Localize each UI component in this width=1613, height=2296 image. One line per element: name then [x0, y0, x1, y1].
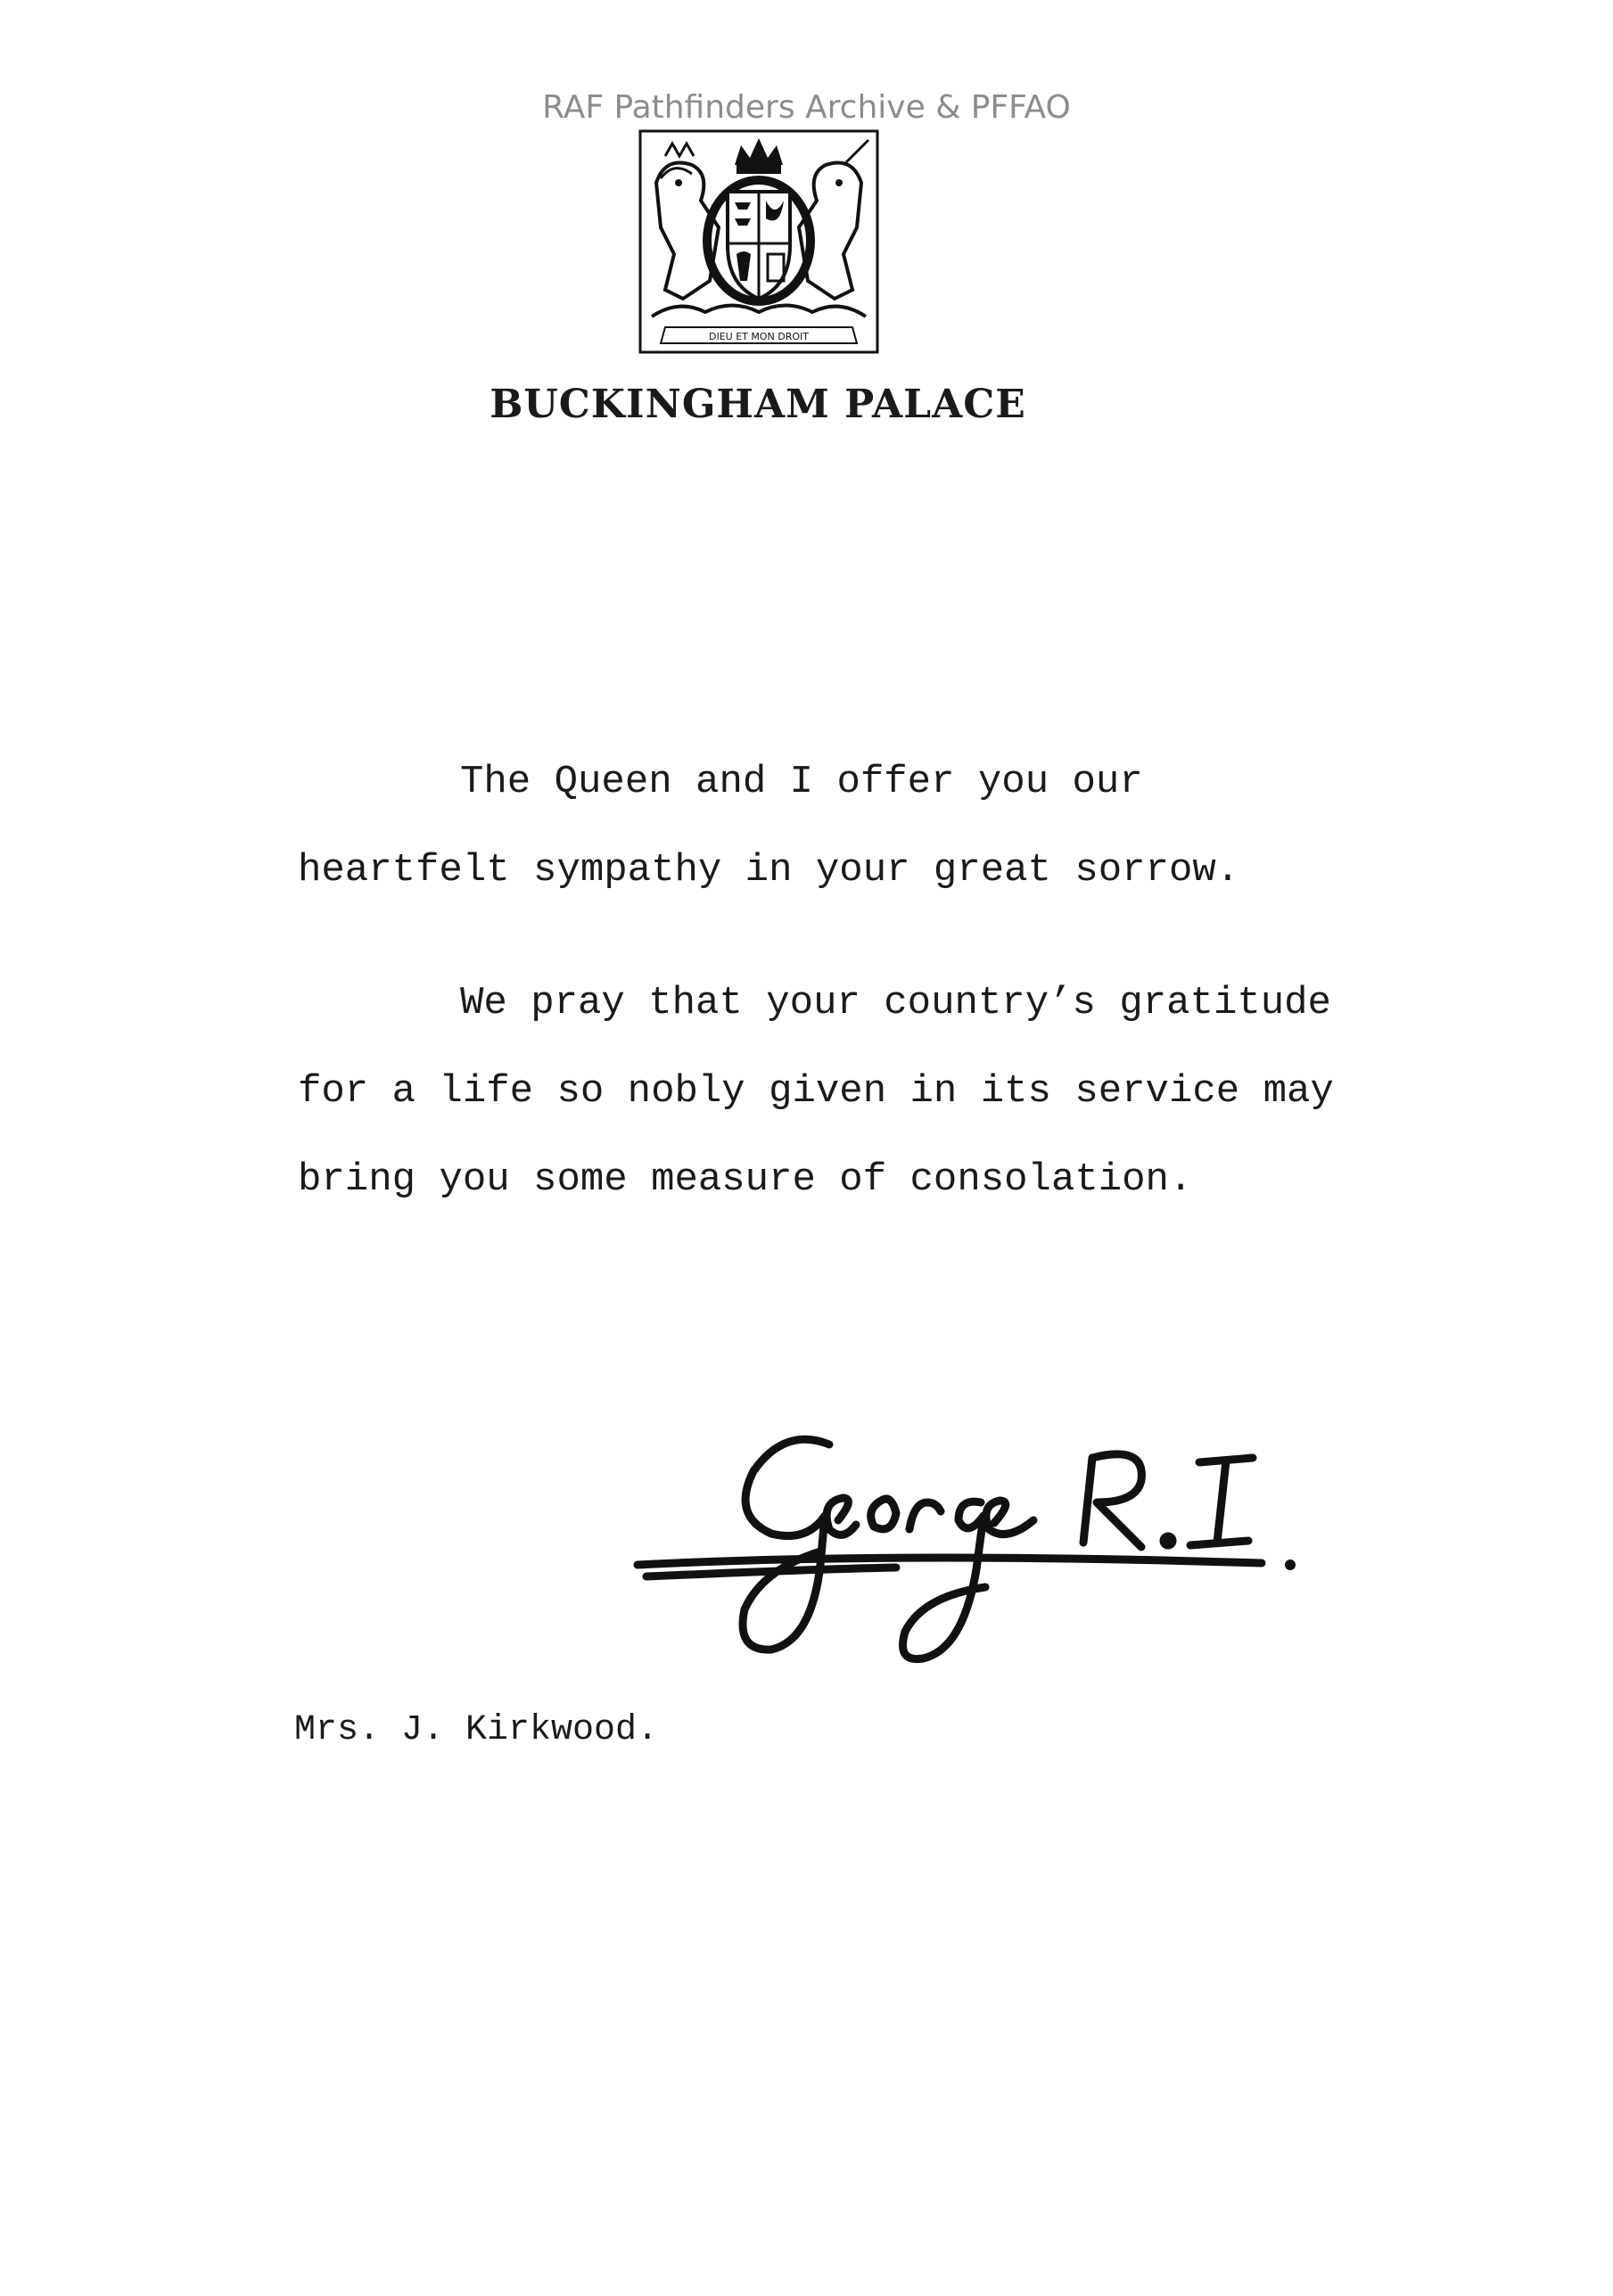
addressee: Mrs. J. Kirkwood.	[294, 1710, 659, 1750]
letter-paragraph-1: The Queen and I offer you our heartfelt sympathy in your great sorrow.	[298, 760, 1240, 893]
archive-watermark: RAF Pathfinders Archive & PFFAO	[542, 89, 1071, 126]
letterhead-title: BUCKINGHAM PALACE	[490, 382, 1026, 427]
letter-body	[298, 738, 1368, 1269]
letter-paragraph-2: We pray that your country’s gratitude for a life so nobly given in its service may bring you some measure of consolation.	[298, 981, 1334, 1202]
crest-motto: DIEU ET MON DROIT	[709, 331, 809, 342]
handwritten-signature	[629, 1418, 1315, 1667]
royal-coat-of-arms-icon	[638, 129, 879, 354]
